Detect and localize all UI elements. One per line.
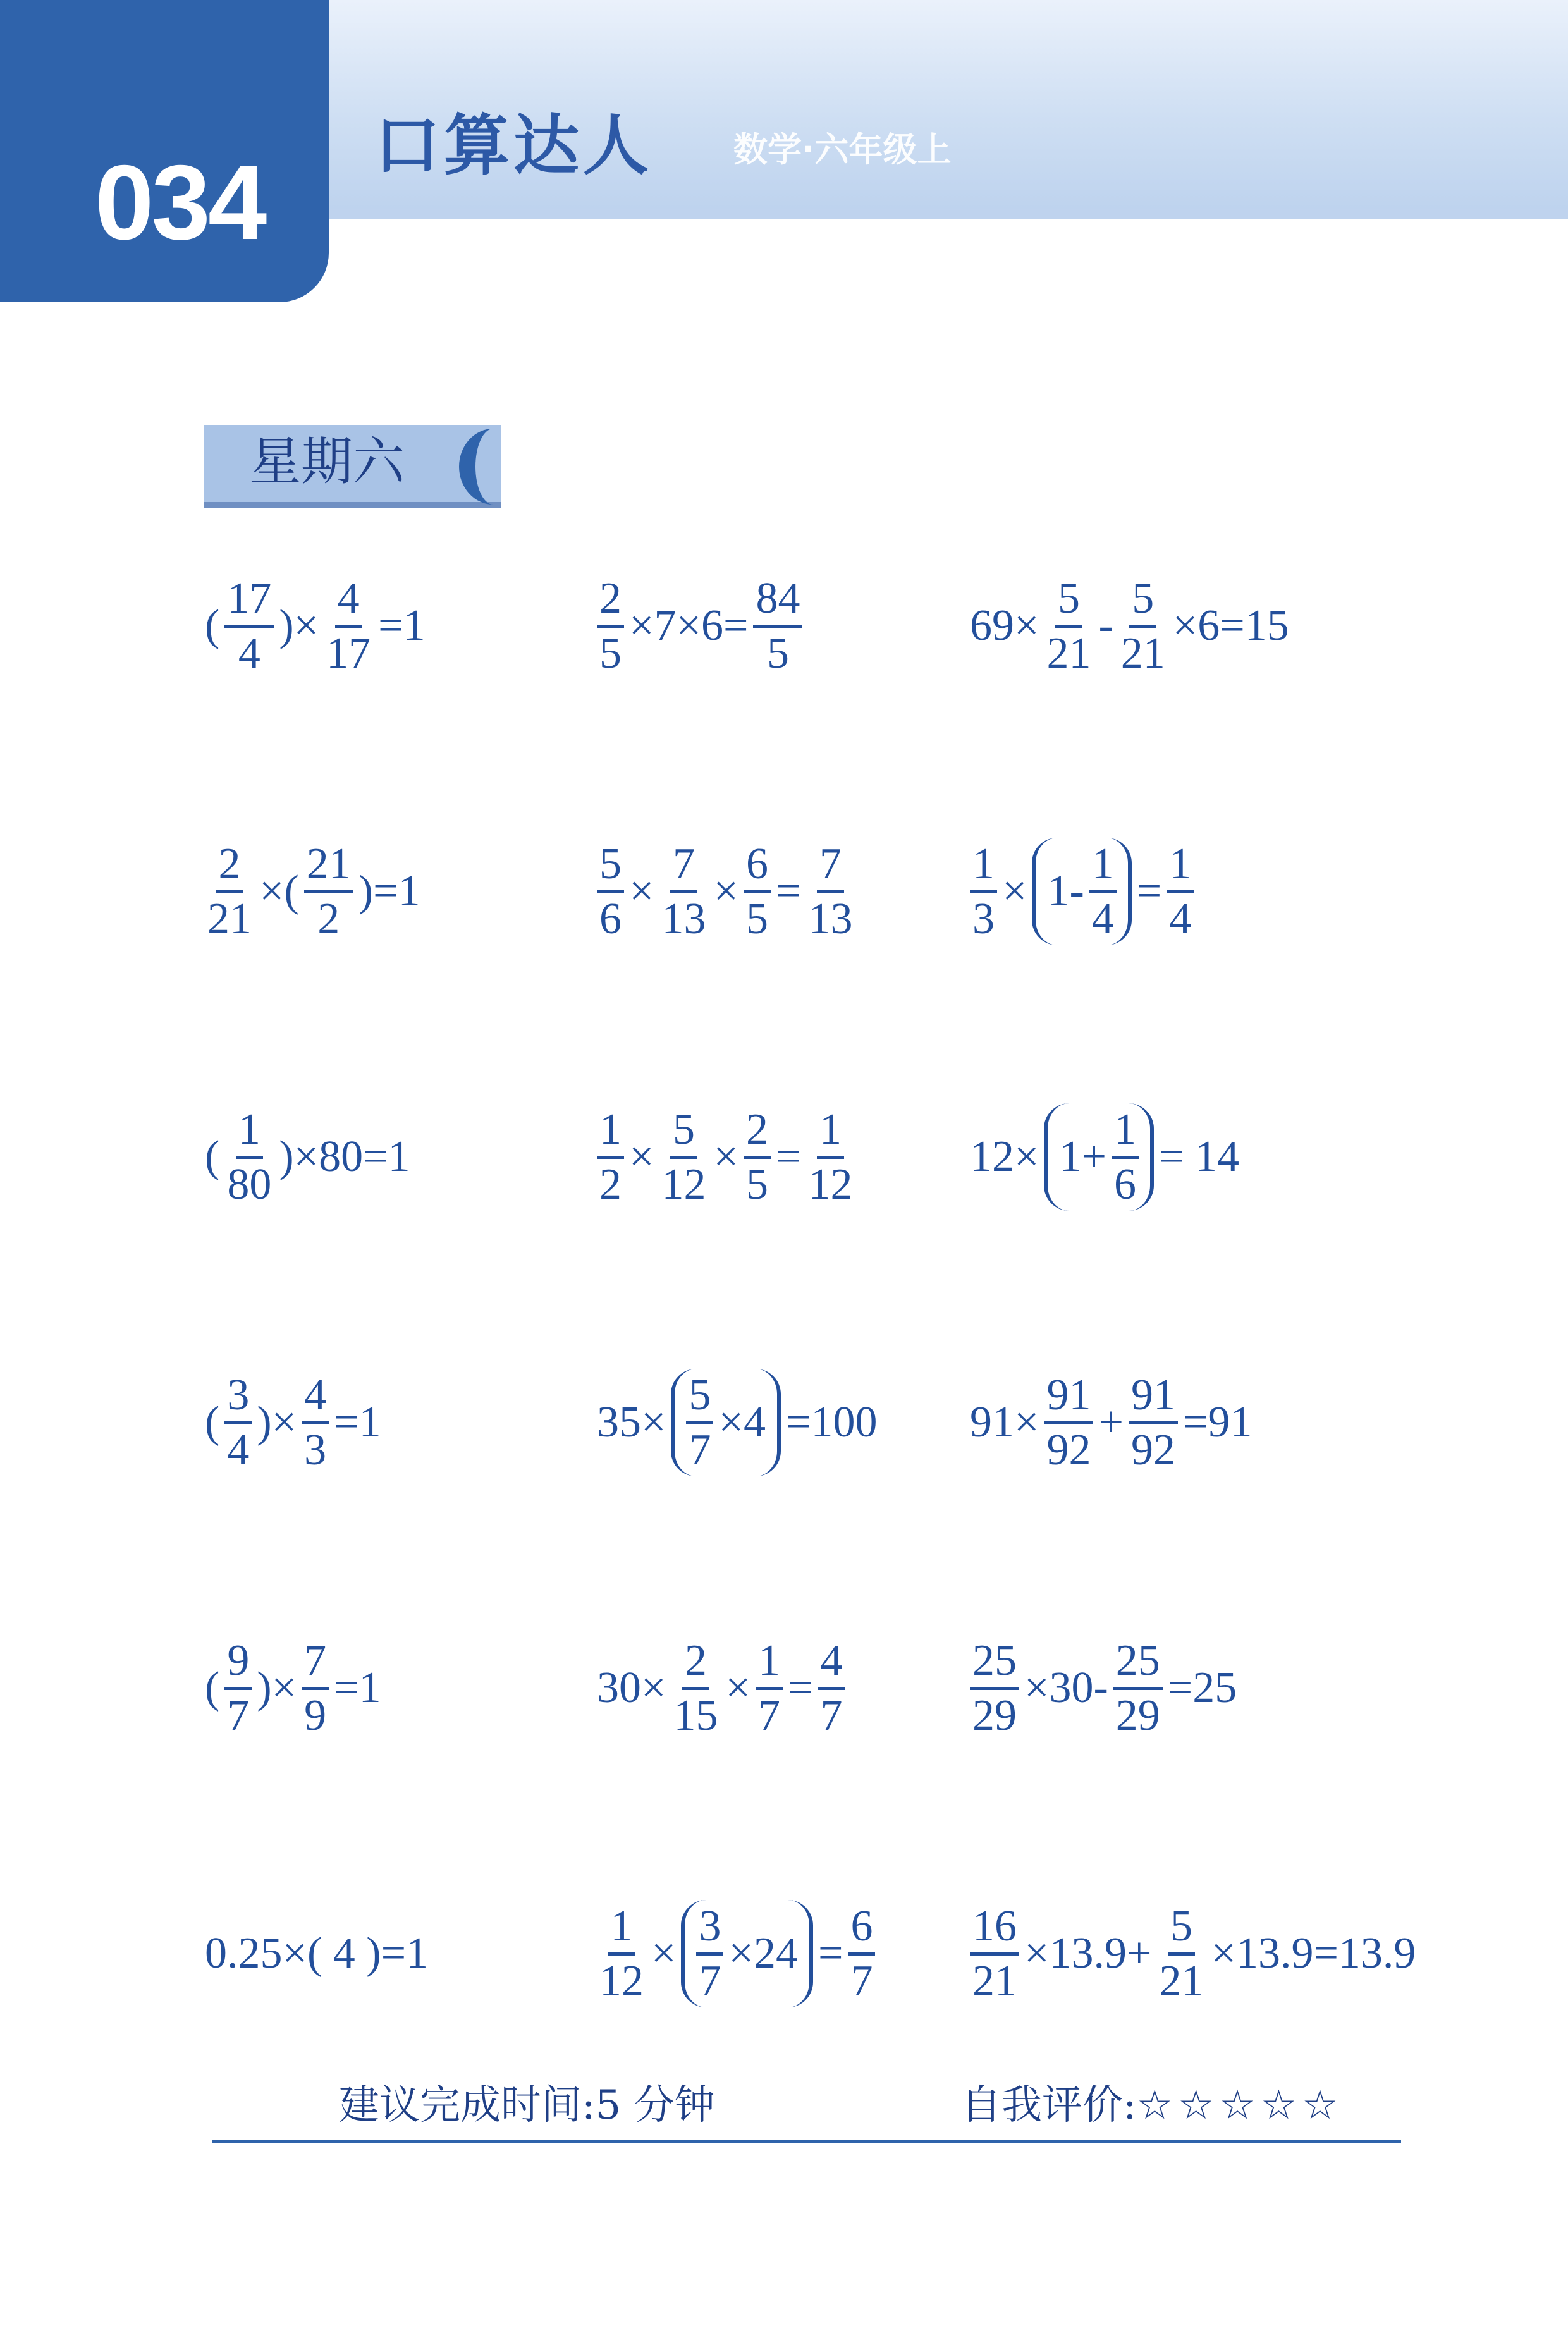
parenthesis-group — [671, 1369, 780, 1476]
expression-text: =91 — [1182, 1398, 1253, 1447]
denominator: 6 — [1113, 1160, 1136, 1209]
fraction — [756, 1638, 783, 1739]
expression-text: ×13.9+ — [1024, 1929, 1152, 1978]
subject-label: 数学·六年级上 — [733, 130, 952, 169]
expression-text: × — [725, 1663, 750, 1712]
fraction — [1129, 1372, 1178, 1473]
problem-4-2 — [594, 1366, 879, 1479]
denominator: 92 — [1130, 1425, 1175, 1474]
denominator: 21 — [1159, 1956, 1204, 2006]
numerator: 1 — [1112, 1106, 1139, 1159]
denominator: 12 — [661, 1160, 706, 1209]
fraction — [1167, 841, 1194, 942]
denominator: 4 — [1169, 894, 1192, 943]
expression-text: 12× — [970, 1132, 1039, 1181]
fraction — [1089, 841, 1117, 942]
fraction — [696, 1903, 723, 2004]
fraction — [848, 1903, 875, 2004]
fraction — [686, 1372, 713, 1473]
expression-text: )× — [257, 1663, 297, 1712]
denominator: 29 — [972, 1691, 1017, 1740]
problem-5-1 — [202, 1631, 384, 1745]
expression-text: 1- — [1047, 867, 1084, 916]
problem-1-1 — [202, 569, 428, 683]
expression-text: =100 — [785, 1398, 878, 1447]
moon-icon — [459, 429, 527, 505]
numerator: 91 — [1044, 1372, 1093, 1424]
fraction — [597, 575, 624, 677]
expression-text: ×13.9=13.9 — [1211, 1929, 1416, 1978]
numerator: 1 — [817, 1106, 844, 1159]
denominator: 29 — [1115, 1691, 1160, 1740]
denominator: 9 — [304, 1691, 327, 1740]
expression-text: = — [775, 867, 801, 916]
fraction — [1112, 1106, 1139, 1208]
denominator: 7 — [689, 1425, 711, 1474]
parenthesis-group — [681, 1900, 812, 2007]
denominator: 21 — [1120, 628, 1165, 678]
expression-text: = — [775, 1132, 801, 1181]
numerator: 4 — [335, 575, 362, 628]
numerator: 6 — [848, 1903, 875, 1956]
numerator: 1 — [970, 841, 997, 893]
expression-text: 0.25×( 4 )=1 — [205, 1929, 429, 1978]
expression-text: ×30- — [1024, 1663, 1108, 1712]
problem-4-1 — [202, 1366, 384, 1479]
expression-text: ×7×6= — [629, 601, 749, 650]
expression-text: × — [629, 867, 654, 916]
denominator: 7 — [850, 1956, 873, 2006]
problem-3-1 — [202, 1100, 413, 1214]
numerator: 5 — [1055, 575, 1082, 628]
numerator: 4 — [302, 1372, 329, 1424]
numerator: 7 — [817, 841, 844, 893]
denominator: 13 — [661, 894, 706, 943]
problem-1-3 — [967, 569, 1292, 683]
numerator: 5 — [670, 1106, 697, 1159]
problem-6-1 — [202, 1897, 431, 2011]
expression-text: × — [713, 867, 738, 916]
numerator: 17 — [224, 575, 274, 628]
fraction — [1118, 575, 1168, 677]
denominator: 7 — [227, 1691, 250, 1740]
expression-text: 1+ — [1059, 1132, 1106, 1181]
fraction — [304, 841, 353, 942]
fraction — [671, 1638, 720, 1739]
expression-text: ( — [205, 1132, 220, 1181]
page-number: 034 — [95, 143, 265, 262]
expression-text: + — [1098, 1398, 1124, 1447]
numerator: 2 — [744, 1106, 771, 1159]
self-evaluation-label: 自我评价: — [961, 2082, 1137, 2129]
expression-text: ×24 — [728, 1929, 798, 1978]
fraction — [224, 1106, 274, 1208]
fraction — [597, 1106, 624, 1208]
numerator: 1 — [1089, 841, 1117, 893]
parenthesis-group — [1044, 1103, 1153, 1211]
problem-5-2 — [594, 1631, 847, 1745]
fraction — [1113, 1638, 1163, 1739]
fraction — [818, 1638, 845, 1739]
denominator: 2 — [599, 1160, 622, 1209]
numerator: 2 — [216, 841, 243, 893]
fraction — [659, 1106, 708, 1208]
fraction — [224, 575, 274, 677]
problem-5-3 — [967, 1631, 1239, 1745]
denominator: 21 — [972, 1956, 1017, 2006]
expression-text: - — [1098, 601, 1113, 650]
book-logo: 口算达人 — [374, 107, 653, 184]
expression-text: ( — [205, 601, 220, 650]
denominator: 3 — [972, 894, 995, 943]
expression-text: )× — [257, 1398, 297, 1447]
denominator: 3 — [304, 1425, 327, 1474]
denominator: 5 — [745, 1160, 768, 1209]
denominator: 12 — [808, 1160, 853, 1209]
fraction — [302, 1638, 329, 1739]
numerator: 21 — [304, 841, 353, 893]
fraction — [205, 841, 254, 942]
problem-1-2 — [594, 569, 805, 683]
denominator: 21 — [1046, 628, 1091, 678]
fraction — [224, 1638, 252, 1739]
fraction — [1156, 1903, 1206, 2004]
expression-text: = — [1136, 867, 1162, 916]
expression-text: =1 — [378, 601, 426, 650]
expression-text: =1 — [334, 1663, 381, 1712]
fraction — [805, 1106, 855, 1208]
numerator: 5 — [1168, 1903, 1195, 1956]
numerator: 2 — [682, 1638, 709, 1690]
parenthesis-group — [1032, 838, 1131, 945]
fraction — [659, 841, 708, 942]
numerator: 9 — [224, 1638, 252, 1690]
numerator: 16 — [970, 1903, 1019, 1956]
numerator: 84 — [753, 575, 802, 628]
problem-6-2 — [594, 1897, 878, 2011]
expression-text: = — [818, 1929, 843, 1978]
expression-text: × — [713, 1132, 738, 1181]
denominator: 4 — [238, 628, 260, 678]
expression-text: ( — [205, 1663, 220, 1712]
expression-text: =1 — [334, 1398, 381, 1447]
denominator: 7 — [757, 1691, 780, 1740]
expression-text: )=1 — [358, 867, 420, 916]
denominator: 4 — [1091, 894, 1114, 943]
denominator: 5 — [745, 894, 768, 943]
expression-text: × — [629, 1132, 654, 1181]
denominator: 17 — [326, 628, 371, 678]
denominator: 5 — [766, 628, 789, 678]
expression-text: 91× — [970, 1398, 1039, 1447]
fraction — [744, 841, 771, 942]
fraction — [1044, 1372, 1093, 1473]
self-evaluation — [961, 2082, 1344, 2129]
expression-text: =25 — [1167, 1663, 1237, 1712]
denominator: 21 — [207, 894, 252, 943]
denominator: 7 — [820, 1691, 843, 1740]
day-label: 星期六 — [249, 432, 405, 492]
numerator: 1 — [1167, 841, 1194, 893]
denominator: 12 — [599, 1956, 644, 2006]
numerator: 25 — [1113, 1638, 1163, 1690]
numerator: 7 — [302, 1638, 329, 1690]
expression-text: ×( — [259, 867, 299, 916]
problem-2-3 — [967, 835, 1196, 948]
fraction — [324, 575, 373, 677]
fraction — [1044, 575, 1093, 677]
numerator: 5 — [1129, 575, 1156, 628]
fraction — [302, 1372, 329, 1473]
rating-stars[interactable]: ☆☆☆☆☆ — [1136, 2082, 1344, 2129]
denominator: 92 — [1046, 1425, 1091, 1474]
denominator: 7 — [699, 1956, 721, 2006]
expression-text: 30× — [597, 1663, 666, 1712]
numerator: 1 — [236, 1106, 263, 1159]
expression-text: ×4 — [718, 1398, 766, 1447]
problem-3-3 — [967, 1100, 1242, 1214]
expression-text: ×6=15 — [1172, 601, 1289, 650]
problem-4-3 — [967, 1366, 1254, 1479]
expression-text: 35× — [597, 1398, 666, 1447]
numerator: 25 — [970, 1638, 1019, 1690]
fraction — [970, 1638, 1019, 1739]
numerator: 4 — [818, 1638, 845, 1690]
footer-rule — [212, 2140, 1401, 2143]
numerator: 1 — [608, 1903, 635, 1956]
numerator: 3 — [696, 1903, 723, 1956]
expression-text: 69× — [970, 601, 1039, 650]
problem-2-1 — [202, 835, 423, 948]
denominator: 6 — [599, 894, 622, 943]
expression-text: = 14 — [1158, 1132, 1239, 1181]
expression-text: × — [651, 1929, 677, 1978]
fraction — [224, 1372, 252, 1473]
fraction — [744, 1106, 771, 1208]
denominator: 2 — [317, 894, 340, 943]
numerator: 6 — [744, 841, 771, 893]
expression-text: × — [1002, 867, 1027, 916]
day-label-box — [204, 425, 501, 508]
denominator: 4 — [227, 1425, 250, 1474]
numerator: 91 — [1129, 1372, 1178, 1424]
expression-text: )× — [279, 601, 319, 650]
numerator: 3 — [224, 1372, 252, 1424]
problem-2-2 — [594, 835, 857, 948]
fraction — [753, 575, 802, 677]
numerator: 1 — [597, 1106, 624, 1159]
fraction — [597, 1903, 646, 2004]
numerator: 2 — [597, 575, 624, 628]
fraction — [597, 841, 624, 942]
numerator: 1 — [756, 1638, 783, 1690]
denominator: 5 — [599, 628, 622, 678]
numerator: 5 — [597, 841, 624, 893]
expression-text: )×80=1 — [279, 1132, 410, 1181]
numerator: 5 — [686, 1372, 713, 1424]
denominator: 80 — [227, 1160, 272, 1209]
problem-6-3 — [967, 1897, 1418, 2011]
problem-3-2 — [594, 1100, 857, 1214]
expression-text: ( — [205, 1398, 220, 1447]
denominator: 15 — [673, 1691, 718, 1740]
numerator: 7 — [670, 841, 697, 893]
fraction — [970, 841, 997, 942]
expression-text: = — [787, 1663, 813, 1712]
fraction — [970, 1903, 1019, 2004]
fraction — [805, 841, 855, 942]
denominator: 13 — [808, 894, 853, 943]
suggested-time: 建议完成时间:5 分钟 — [339, 2082, 715, 2129]
